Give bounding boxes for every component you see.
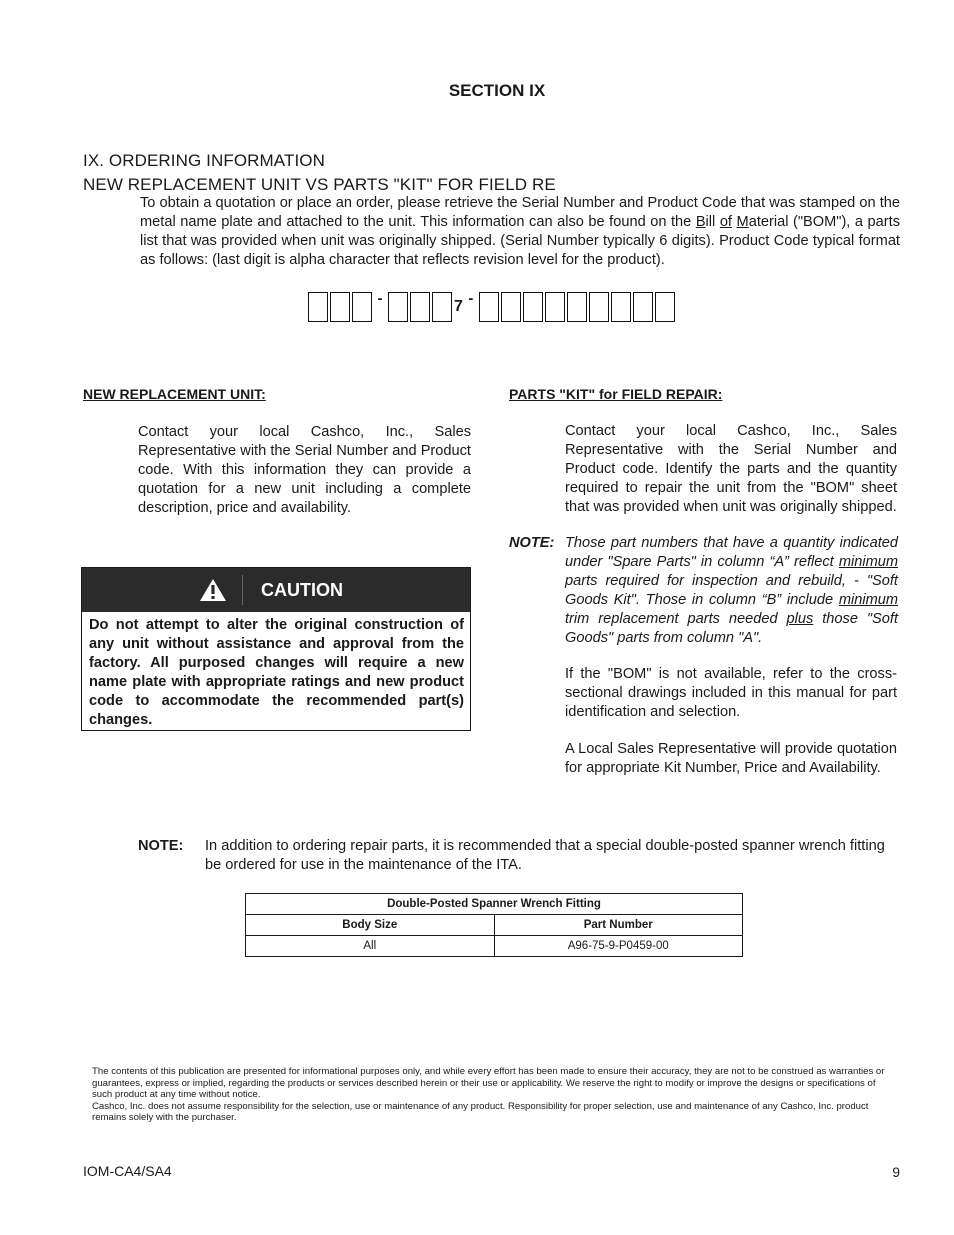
code-box: [523, 292, 543, 322]
table-header-part-number: Part Number: [494, 915, 743, 936]
heading-replacement-vs-kit: NEW REPLACEMENT UNIT VS PARTS "KIT" FOR FIELD RE: [83, 175, 556, 194]
code-box: [567, 292, 587, 322]
parts-kit-heading: PARTS "KIT" for FIELD REPAIR:: [509, 386, 723, 402]
spanner-wrench-table: [245, 893, 743, 957]
page-number: 9: [892, 1164, 900, 1180]
heading-ordering-information: IX. ORDERING INFORMATION: [83, 151, 325, 170]
parts-kit-text: Contact your local Cashco, Inc., Sales Representative with the Serial Number and Product code. Identify the parts and the quantity required to repair the unit from the "BOM" sheet that was provided when unit was originally shipped.: [565, 423, 897, 515]
table-header-body-size: Body Size: [246, 915, 495, 936]
document-id: IOM-CA4/SA4: [83, 1163, 172, 1179]
code-box: [633, 292, 653, 322]
code-separator: -: [377, 290, 383, 307]
section-title: SECTION IX: [448, 81, 546, 100]
disclaimer-paragraph: Cashco, Inc. does not assume responsibility for the selection, use or maintenance of any product. Responsibility for proper selection, use and maintenance of any Cashco, Inc. product remains solely with the purchaser.: [92, 1100, 869, 1123]
code-box: [388, 292, 408, 322]
disclaimer: [92, 1066, 892, 1124]
code-box: [589, 292, 609, 322]
disclaimer-paragraph: The contents of this publication are presented for informational purposes only, and while every effort has been made to ensure their accuracy, they are not to be construed as warranties or guarantees, express or implied, regarding the products or services described herein or their use or applicability. We reserve the right to modify or improve the designs or specifications of such product at any time without notice.: [92, 1066, 885, 1100]
code-box: [479, 292, 499, 322]
caution-box: [81, 567, 471, 731]
table-title: Double-Posted Spanner Wrench Fitting: [246, 894, 743, 915]
code-box: [330, 292, 350, 322]
code-box: [501, 292, 521, 322]
bom-text: If the "BOM" is not available, refer to the cross-sectional drawings included in this manual for part identification and selection.: [565, 666, 897, 720]
code-box: [410, 292, 430, 322]
bottom-note-text: In addition to ordering repair parts, it is recommended that a special double-posted spanner wrench fitting be ordered for use in the maintenance of the ITA.: [205, 838, 885, 873]
intro-paragraph: To obtain a quotation or place an order, please retrieve the Serial Number and Product Code that was stamped on the metal name plate and attached to the unit. This information can also be found on the Bill of Material ("BOM"), a parts list that was provided when unit was originally shipped. (Serial Number typically 6 digits). Product Code typical format as follows: (last digit is alpha character that reflects revision level for the product).: [140, 195, 900, 268]
bottom-note-label: NOTE:: [138, 838, 184, 854]
code-box: [545, 292, 565, 322]
caution-title: CAUTION: [261, 579, 343, 600]
code-box: [611, 292, 631, 322]
product-code-format: [308, 292, 677, 324]
code-fixed-digit: 7: [454, 298, 463, 315]
kit-note-label: NOTE:: [509, 535, 555, 551]
code-box: [655, 292, 675, 322]
warning-triangle-icon: [194, 575, 243, 605]
code-box: [308, 292, 328, 322]
code-separator: -: [468, 290, 474, 307]
caution-header: [82, 568, 470, 612]
local-rep-text: A Local Sales Representative will provide quotation for appropriate Kit Number, Price and Availability.: [565, 741, 897, 776]
code-box: [432, 292, 452, 322]
table-cell-part-number: A96-75-9-P0459-00: [494, 936, 743, 957]
table-cell-body-size: All: [246, 936, 495, 957]
caution-text: Do not attempt to alter the original construction of any unit without assistance and approval from the factory. All purposed changes will require a new name plate with appropriate ratings and new product code to accommodate the recommended part(s) changes.: [89, 617, 464, 728]
code-box: [352, 292, 372, 322]
new-unit-text: Contact your local Cashco, Inc., Sales Representative with the Serial Number and Product code. With this information they can provide a quotation for a new unit including a complete description, price and availability.: [138, 424, 471, 516]
table-row: [246, 936, 743, 957]
kit-note-text: Those part numbers that have a quantity indicated under "Spare Parts" in column “A” reflect minimum parts required for inspection and rebuild, - "Soft Goods Kit". Those in column “B” include minimum trim replacement parts needed plus those "Soft Goods" parts from column "A".: [565, 535, 899, 646]
new-unit-heading: NEW REPLACEMENT UNIT:: [83, 386, 266, 402]
